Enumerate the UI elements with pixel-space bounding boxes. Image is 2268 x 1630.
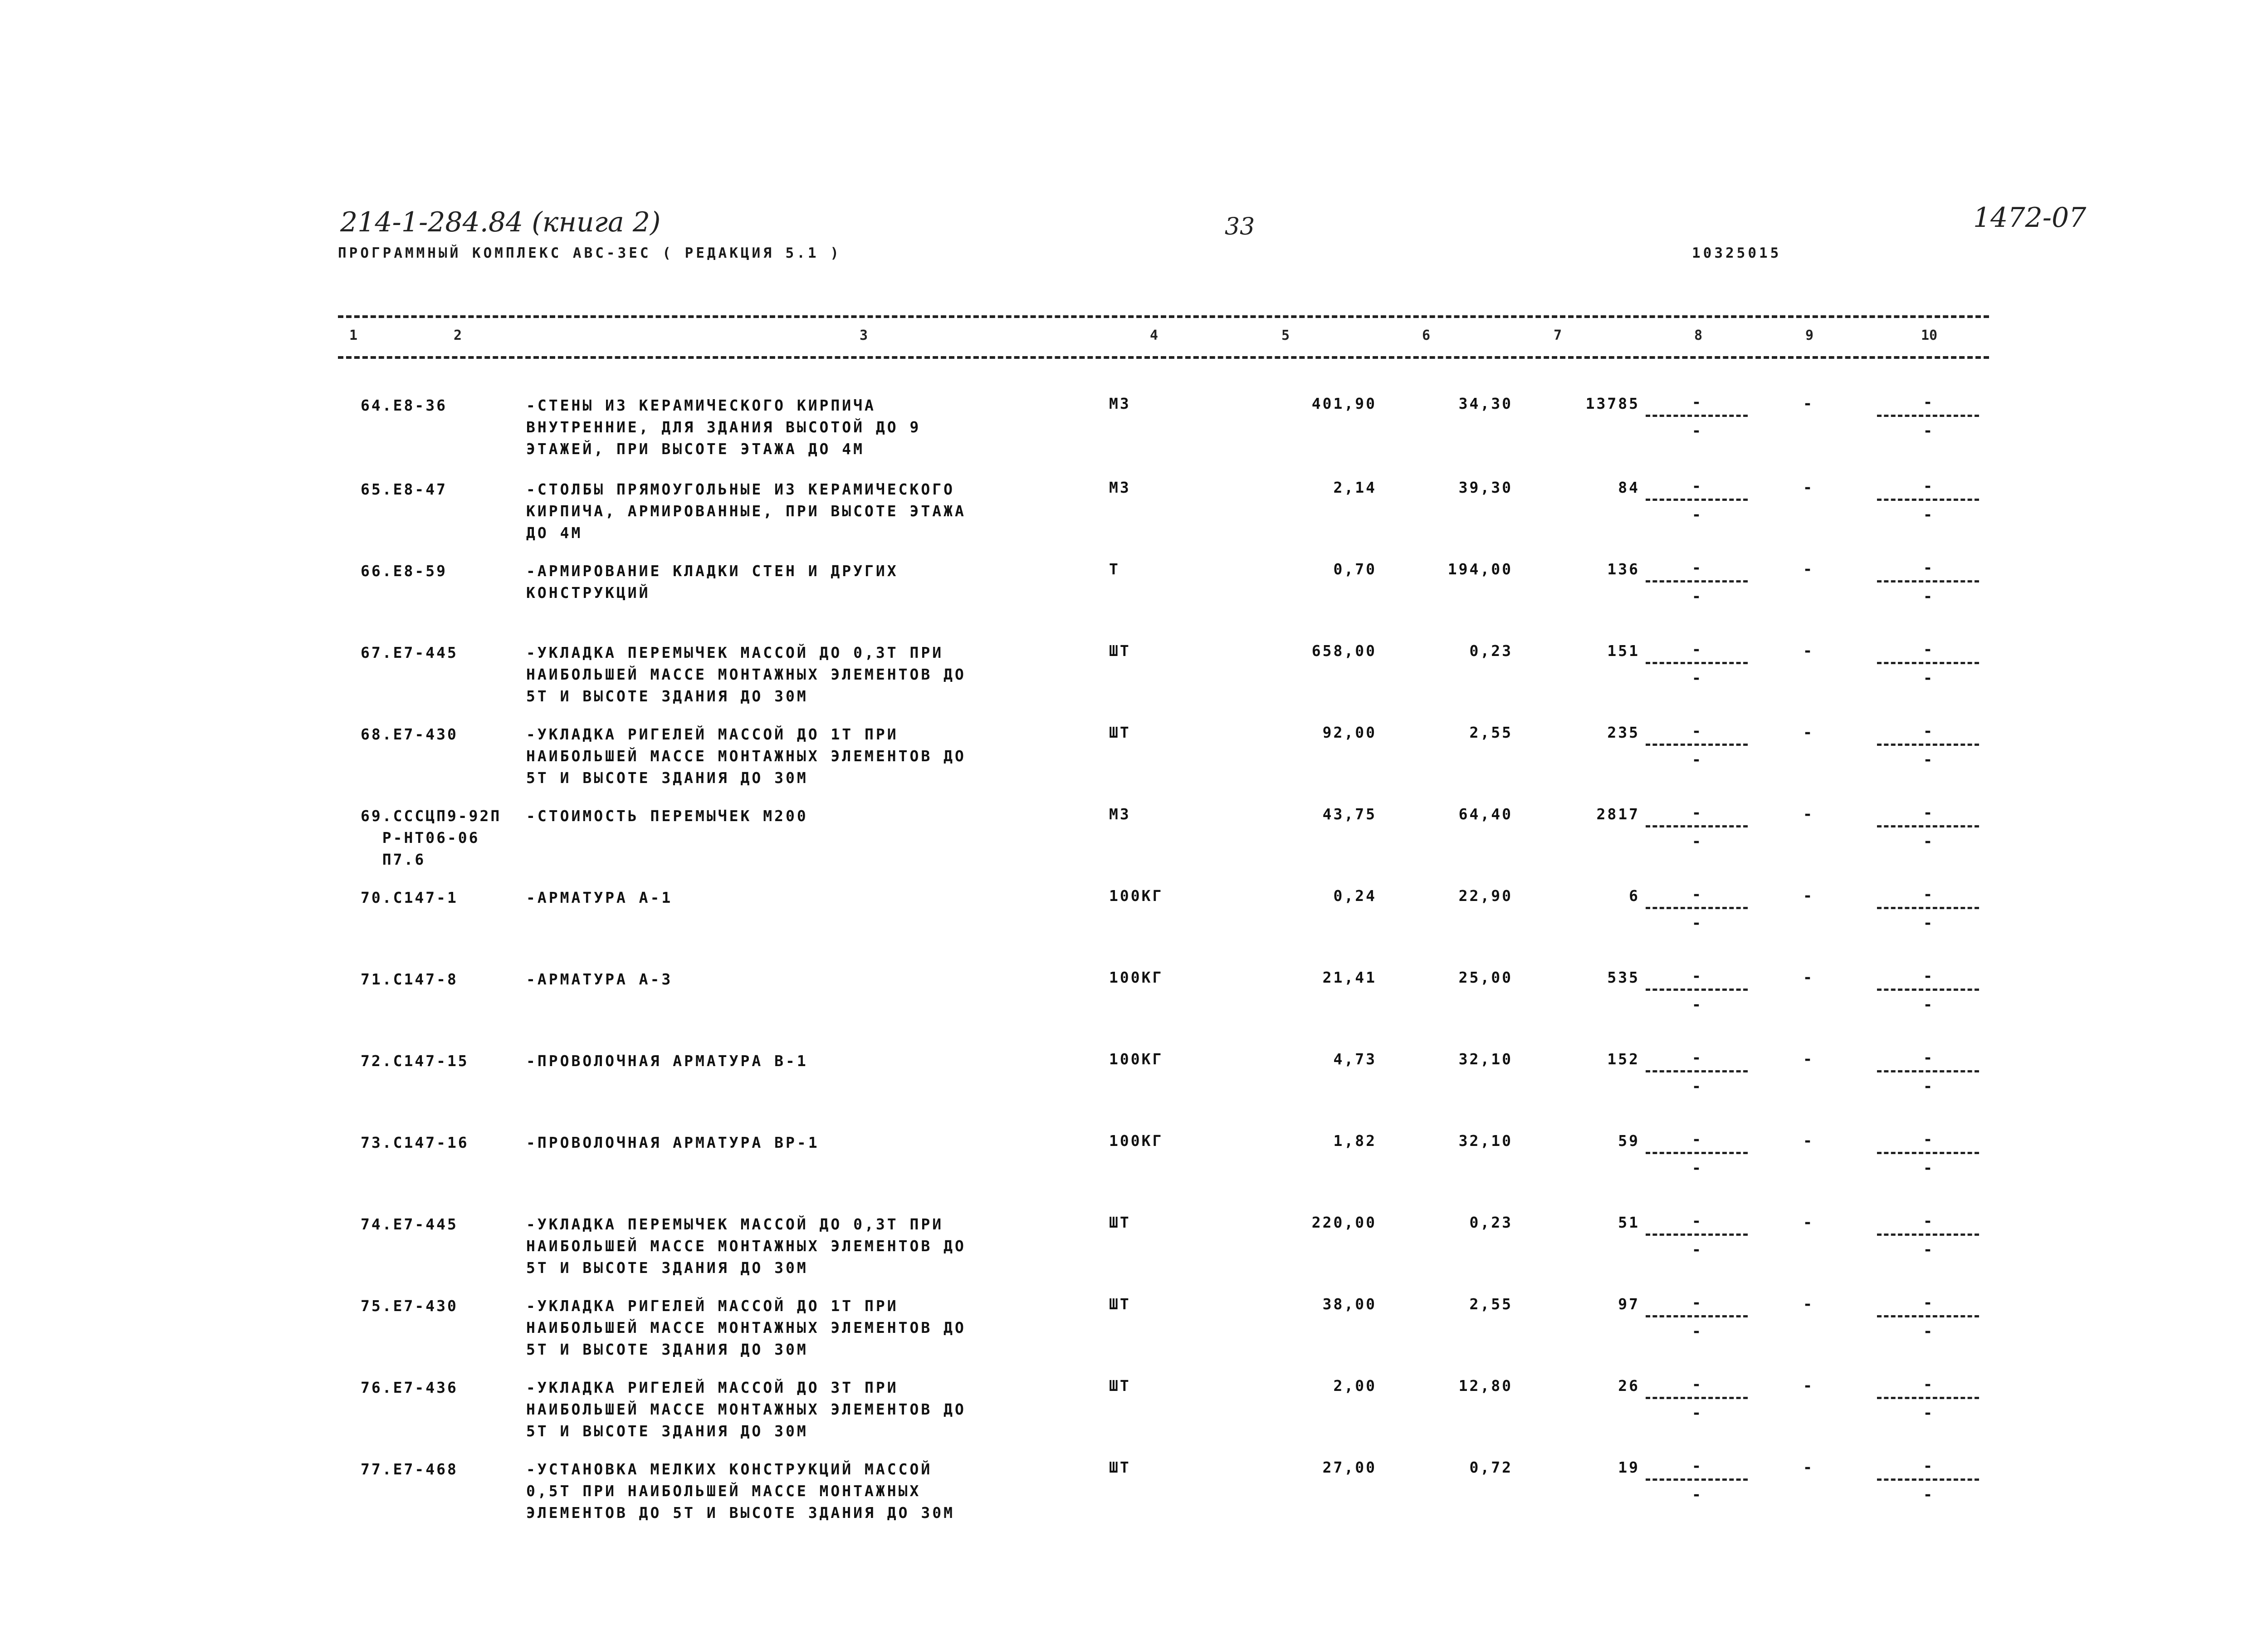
column-10-value: [1876, 1295, 1980, 1339]
column-number: 4: [1150, 328, 1158, 343]
column-8-value-bottom: -: [1691, 587, 1701, 606]
column-10-value-rule: [1877, 1315, 1979, 1317]
column-10-value-bottom: -: [1923, 587, 1933, 606]
column-8-value: [1644, 724, 1749, 768]
item-total: 19: [1618, 1459, 1640, 1476]
item-description: [526, 969, 1030, 990]
item-unit: ШТ: [1109, 724, 1131, 741]
column-8-value: [1644, 1050, 1749, 1094]
column-8-value-bottom: -: [1691, 832, 1701, 851]
item-description: [526, 1377, 1030, 1442]
column-8-value-bottom: -: [1691, 422, 1701, 440]
item-description: [526, 642, 1030, 707]
column-10-value-bottom: -: [1923, 1077, 1933, 1096]
column-10-value-top: -: [1923, 559, 1933, 577]
column-10-value: [1876, 1050, 1980, 1094]
column-number: 2: [454, 328, 462, 343]
item-description-line: 5Т И ВЫСОТЕ ЗДАНИЯ ДО 30М: [526, 1422, 808, 1440]
item-code: 64.Е8-36: [361, 396, 447, 414]
column-8-value-rule: [1646, 1478, 1748, 1481]
item-unit-price: 25,00: [1458, 969, 1513, 986]
column-10-value: [1876, 1132, 1980, 1176]
column-10-value: [1876, 805, 1980, 849]
column-10-value-bottom: -: [1923, 1404, 1933, 1422]
item-description: [526, 1459, 1030, 1524]
item-code: 75.Е7-430: [361, 1297, 458, 1315]
column-10-value: [1876, 724, 1980, 768]
item-code: 65.Е8-47: [361, 480, 447, 498]
column-8-value: [1644, 642, 1749, 686]
column-10-value-top: -: [1923, 477, 1933, 495]
item-code: 66.Е8-59: [361, 562, 447, 580]
item-quantity: 27,00: [1322, 1459, 1377, 1476]
item-description-line: КИРПИЧА, АРМИРОВАННЫЕ, ПРИ ВЫСОТЕ ЭТАЖА: [526, 502, 966, 520]
column-9-value: -: [1803, 395, 1813, 413]
item-description-line: НАИБОЛЬШЕЙ МАССЕ МОНТАЖНЫХ ЭЛЕМЕНТОВ ДО: [526, 747, 966, 765]
column-8-value-top: -: [1691, 1457, 1701, 1475]
item-quantity: 658,00: [1311, 642, 1377, 660]
column-8-value-top: -: [1691, 967, 1701, 985]
column-8-value-bottom: -: [1691, 1159, 1701, 1177]
item-description: [526, 1132, 1030, 1154]
column-9-value: -: [1803, 1132, 1813, 1150]
item-description-line: -СТЕНЫ ИЗ КЕРАМИЧЕСКОГО КИРПИЧА: [526, 396, 876, 414]
item-description-line: 5Т И ВЫСОТЕ ЗДАНИЯ ДО 30М: [526, 769, 808, 787]
column-8-value-top: -: [1691, 1294, 1701, 1312]
item-total: 84: [1618, 479, 1640, 496]
page-number: 33: [1225, 213, 1255, 240]
item-unit-price: 2,55: [1469, 1295, 1513, 1313]
item-quantity: 21,41: [1322, 969, 1377, 986]
column-10-value: [1876, 1214, 1980, 1258]
item-description: [526, 1295, 1030, 1361]
column-9-value: -: [1803, 560, 1813, 578]
item-unit: ШТ: [1109, 1295, 1131, 1313]
item-unit-price: 22,90: [1458, 887, 1513, 905]
item-description-line: -СТОЛБЫ ПРЯМОУГОЛЬНЫЕ ИЗ КЕРАМИЧЕСКОГО: [526, 480, 955, 498]
column-8-value-top: -: [1691, 722, 1701, 740]
item-description-line: -СТОИМОСТЬ ПЕРЕМЫЧЕК М200: [526, 807, 808, 825]
column-10-value-bottom: -: [1923, 1159, 1933, 1177]
item-unit: М3: [1109, 479, 1131, 496]
column-9-value: -: [1803, 724, 1813, 742]
item-total: 136: [1607, 560, 1640, 578]
item-code: 67.Е7-445: [361, 644, 458, 661]
item-description-line: ЭТАЖЕЙ, ПРИ ВЫСОТЕ ЭТАЖА ДО 4М: [526, 440, 865, 458]
column-8-value-bottom: -: [1691, 1486, 1701, 1504]
column-10-value-top: -: [1923, 722, 1933, 740]
item-quantity: 401,90: [1311, 395, 1377, 412]
item-unit-price: 64,40: [1458, 805, 1513, 823]
column-10-value-bottom: -: [1923, 506, 1933, 524]
item-quantity: 220,00: [1311, 1214, 1377, 1231]
item-total: 152: [1607, 1050, 1640, 1068]
item-total: 535: [1607, 969, 1640, 986]
column-8-value-rule: [1646, 744, 1748, 746]
column-8-value-bottom: -: [1691, 996, 1701, 1014]
column-10-value-top: -: [1923, 1294, 1933, 1312]
item-unit: М3: [1109, 805, 1131, 823]
column-8-value-rule: [1646, 1234, 1748, 1236]
column-10-value-top: -: [1923, 1049, 1933, 1067]
column-8-value-bottom: -: [1691, 1077, 1701, 1096]
column-8-value-top: -: [1691, 1049, 1701, 1067]
column-9-value: -: [1803, 1050, 1813, 1068]
item-description-line: НАИБОЛЬШЕЙ МАССЕ МОНТАЖНЫХ ЭЛЕМЕНТОВ ДО: [526, 666, 966, 683]
column-number-row: [338, 328, 1989, 348]
item-description-line: -ПРОВОЛОЧНАЯ АРМАТУРА ВР-1: [526, 1134, 820, 1151]
item-unit: ШТ: [1109, 1459, 1131, 1476]
item-total: 2817: [1596, 805, 1640, 823]
item-unit-price: 34,30: [1458, 395, 1513, 412]
item-total: 51: [1618, 1214, 1640, 1231]
item-total: 97: [1618, 1295, 1640, 1313]
column-8-value: [1644, 1132, 1749, 1176]
column-8-value-rule: [1646, 1397, 1748, 1399]
item-description-line: -УКЛАДКА РИГЕЛЕЙ МАССОЙ ДО 3Т ПРИ: [526, 1379, 899, 1396]
column-8-value: [1644, 805, 1749, 849]
column-10-value: [1876, 969, 1980, 1013]
item-description-line: 5Т И ВЫСОТЕ ЗДАНИЯ ДО 30М: [526, 687, 808, 705]
column-8-value: [1644, 560, 1749, 604]
column-10-value-rule: [1877, 580, 1979, 582]
column-8-value-rule: [1646, 825, 1748, 827]
column-10-value-bottom: -: [1923, 1322, 1933, 1341]
item-quantity: 1,82: [1333, 1132, 1377, 1150]
column-10-value: [1876, 1377, 1980, 1421]
column-10-value-top: -: [1923, 1375, 1933, 1394]
item-description-line: -АРМАТУРА А-1: [526, 889, 673, 906]
column-number: 10: [1921, 328, 1938, 343]
item-total: 235: [1607, 724, 1640, 741]
column-10-value-bottom: -: [1923, 422, 1933, 440]
column-10-value-rule: [1877, 1397, 1979, 1399]
item-code: 70.С147-1: [361, 889, 458, 906]
column-9-value: -: [1803, 1214, 1813, 1232]
item-quantity: 2,14: [1333, 479, 1377, 496]
item-description: [526, 479, 1030, 544]
item-description-line: НАИБОЛЬШЕЙ МАССЕ МОНТАЖНЫХ ЭЛЕМЕНТОВ ДО: [526, 1400, 966, 1418]
item-unit-price: 0,72: [1469, 1459, 1513, 1476]
item-description-line: -АРМИРОВАНИЕ КЛАДКИ СТЕН И ДРУГИХ: [526, 562, 899, 580]
item-unit: ШТ: [1109, 642, 1131, 660]
column-8-value-bottom: -: [1691, 914, 1701, 932]
item-code: 77.Е7-468: [361, 1460, 458, 1478]
table-header-rule: [338, 356, 1989, 359]
column-9-value: -: [1803, 1377, 1813, 1395]
column-8-value-rule: [1646, 662, 1748, 664]
column-10-value: [1876, 560, 1980, 604]
column-10-value-top: -: [1923, 804, 1933, 822]
column-8-value: [1644, 969, 1749, 1013]
item-quantity: 38,00: [1322, 1295, 1377, 1313]
item-quantity: 92,00: [1322, 724, 1377, 741]
item-code: 72.С147-15: [361, 1052, 469, 1070]
item-description-line: -УКЛАДКА РИГЕЛЕЙ МАССОЙ ДО 1Т ПРИ: [526, 725, 899, 743]
column-9-value: -: [1803, 479, 1813, 497]
item-quantity: 43,75: [1322, 805, 1377, 823]
item-description-line: -УКЛАДКА ПЕРЕМЫЧЕК МАССОЙ ДО 0,3Т ПРИ: [526, 1215, 944, 1233]
column-10-value-bottom: -: [1923, 996, 1933, 1014]
item-description-line: ЭЛЕМЕНТОВ ДО 5Т И ВЫСОТЕ ЗДАНИЯ ДО 30М: [526, 1504, 955, 1522]
column-8-value: [1644, 1295, 1749, 1339]
item-unit-price: 194,00: [1447, 560, 1513, 578]
item-unit-price: 0,23: [1469, 1214, 1513, 1231]
column-8-value-bottom: -: [1691, 751, 1701, 769]
column-9-value: -: [1803, 642, 1813, 660]
column-8-value: [1644, 887, 1749, 931]
column-10-value-rule: [1877, 989, 1979, 991]
column-10-value: [1876, 479, 1980, 523]
item-unit-price: 39,30: [1458, 479, 1513, 496]
item-description-line: -ПРОВОЛОЧНАЯ АРМАТУРА В-1: [526, 1052, 808, 1070]
column-10-value-bottom: -: [1923, 1241, 1933, 1259]
column-10-value-top: -: [1923, 393, 1933, 411]
item-description: [526, 724, 1030, 789]
item-description: [526, 1050, 1030, 1072]
column-10-value-rule: [1877, 415, 1979, 417]
column-10-value-rule: [1877, 1478, 1979, 1481]
column-10-value: [1876, 1459, 1980, 1503]
column-8-value-top: -: [1691, 559, 1701, 577]
column-8-value-rule: [1646, 907, 1748, 909]
item-description: [526, 560, 1030, 604]
column-8-value-top: -: [1691, 477, 1701, 495]
column-10-value-bottom: -: [1923, 832, 1933, 851]
column-10-value: [1876, 395, 1980, 439]
item-total: 13785: [1585, 395, 1640, 412]
column-8-value-top: -: [1691, 1212, 1701, 1230]
column-8-value-top: -: [1691, 641, 1701, 659]
column-8-value-rule: [1646, 415, 1748, 417]
column-8-value: [1644, 1459, 1749, 1503]
item-total: 151: [1607, 642, 1640, 660]
item-unit-price: 0,23: [1469, 642, 1513, 660]
item-description-line: -АРМАТУРА А-3: [526, 970, 673, 988]
column-number: 8: [1694, 328, 1703, 343]
column-10-value-top: -: [1923, 1131, 1933, 1149]
column-8-value-bottom: -: [1691, 506, 1701, 524]
column-8-value-top: -: [1691, 804, 1701, 822]
column-8-value-bottom: -: [1691, 1404, 1701, 1422]
item-description-line: -УКЛАДКА ПЕРЕМЫЧЕК МАССОЙ ДО 0,3Т ПРИ: [526, 644, 944, 661]
item-description: [526, 395, 1030, 460]
item-total: 59: [1618, 1132, 1640, 1150]
item-description: [526, 805, 1030, 827]
item-unit: 100КГ: [1109, 887, 1163, 905]
item-unit: ШТ: [1109, 1377, 1131, 1395]
item-description-line: 5Т И ВЫСОТЕ ЗДАНИЯ ДО 30М: [526, 1259, 808, 1277]
item-code: 76.Е7-436: [361, 1379, 458, 1396]
item-description-line: НАИБОЛЬШЕЙ МАССЕ МОНТАЖНЫХ ЭЛЕМЕНТОВ ДО: [526, 1319, 966, 1336]
item-total: 6: [1629, 887, 1640, 905]
item-code: 68.Е7-430: [361, 725, 458, 743]
column-8-value-bottom: -: [1691, 1241, 1701, 1259]
item-code: 71.С147-8: [361, 970, 458, 988]
column-9-value: -: [1803, 1295, 1813, 1313]
column-10-value-top: -: [1923, 641, 1933, 659]
column-8-value-rule: [1646, 1070, 1748, 1072]
column-10-value-bottom: -: [1923, 1486, 1933, 1504]
item-quantity: 2,00: [1333, 1377, 1377, 1395]
column-10-value-rule: [1877, 825, 1979, 827]
item-description-line: КОНСТРУКЦИЙ: [526, 584, 650, 602]
column-9-value: -: [1803, 1459, 1813, 1477]
column-10-value-rule: [1877, 1152, 1979, 1154]
item-description-line: НАИБОЛЬШЕЙ МАССЕ МОНТАЖНЫХ ЭЛЕМЕНТОВ ДО: [526, 1237, 966, 1255]
column-number: 6: [1422, 328, 1431, 343]
document-code: 10325015: [1692, 245, 1782, 261]
column-10-value-rule: [1877, 662, 1979, 664]
column-8-value-bottom: -: [1691, 1322, 1701, 1341]
column-10-value: [1876, 642, 1980, 686]
column-10-value-top: -: [1923, 1457, 1933, 1475]
column-10-value-bottom: -: [1923, 914, 1933, 932]
item-unit-price: 32,10: [1458, 1050, 1513, 1068]
column-10-value-rule: [1877, 1234, 1979, 1236]
item-quantity: 0,24: [1333, 887, 1377, 905]
column-8-value-top: -: [1691, 1131, 1701, 1149]
item-quantity: 4,73: [1333, 1050, 1377, 1068]
column-8-value: [1644, 1214, 1749, 1258]
item-description-line: ВНУТРЕННИЕ, ДЛЯ ЗДАНИЯ ВЫСОТОЙ ДО 9: [526, 418, 921, 436]
handwritten-document-number: 214-1-284.84 (книга 2): [340, 206, 661, 238]
column-9-value: -: [1803, 805, 1813, 823]
item-unit: Т: [1109, 560, 1120, 578]
handwritten-sheet-number: 1472-07: [1973, 202, 2087, 234]
column-number: 3: [860, 328, 868, 343]
item-code: 74.Е7-445: [361, 1215, 458, 1233]
column-8-value-rule: [1646, 1315, 1748, 1317]
item-unit-price: 12,80: [1458, 1377, 1513, 1395]
column-8-value: [1644, 395, 1749, 439]
item-description-line: -УСТАНОВКА МЕЛКИХ КОНСТРУКЦИЙ МАССОЙ: [526, 1460, 933, 1478]
item-description-line: ДО 4М: [526, 524, 583, 542]
column-9-value: -: [1803, 969, 1813, 987]
column-8-value-rule: [1646, 580, 1748, 582]
item-code: 69.СССЦП9-92П Р-НТ06-06 П7.6: [361, 807, 502, 868]
column-8-value-rule: [1646, 1152, 1748, 1154]
item-description: [526, 1214, 1030, 1279]
column-8-value-top: -: [1691, 1375, 1701, 1394]
column-8-value-rule: [1646, 989, 1748, 991]
column-8-value: [1644, 479, 1749, 523]
item-unit: М3: [1109, 395, 1131, 412]
column-10-value-rule: [1877, 744, 1979, 746]
column-number: 9: [1805, 328, 1814, 343]
column-9-value: -: [1803, 887, 1813, 905]
item-unit: 100КГ: [1109, 969, 1163, 986]
item-description-line: 5Т И ВЫСОТЕ ЗДАНИЯ ДО 30М: [526, 1341, 808, 1358]
item-description-line: -УКЛАДКА РИГЕЛЕЙ МАССОЙ ДО 1Т ПРИ: [526, 1297, 899, 1315]
column-number: 7: [1554, 328, 1562, 343]
item-quantity: 0,70: [1333, 560, 1377, 578]
item-description: [526, 887, 1030, 909]
column-10-value-top: -: [1923, 886, 1933, 904]
column-8-value-top: -: [1691, 886, 1701, 904]
item-unit: 100КГ: [1109, 1050, 1163, 1068]
column-number: 1: [349, 328, 358, 343]
column-10-value-rule: [1877, 907, 1979, 909]
column-10-value-rule: [1877, 1070, 1979, 1072]
column-10-value-top: -: [1923, 967, 1933, 985]
column-8-value: [1644, 1377, 1749, 1421]
column-8-value-bottom: -: [1691, 669, 1701, 687]
column-8-value-rule: [1646, 499, 1748, 501]
column-10-value-top: -: [1923, 1212, 1933, 1230]
item-unit: 100КГ: [1109, 1132, 1163, 1150]
item-total: 26: [1618, 1377, 1640, 1395]
column-10-value: [1876, 887, 1980, 931]
item-unit: ШТ: [1109, 1214, 1131, 1231]
column-10-value-rule: [1877, 499, 1979, 501]
column-number: 5: [1281, 328, 1290, 343]
column-8-value-top: -: [1691, 393, 1701, 411]
item-unit-price: 32,10: [1458, 1132, 1513, 1150]
item-unit-price: 2,55: [1469, 724, 1513, 741]
table-top-rule: [338, 315, 1989, 318]
program-line: ПРОГРАММНЫЙ КОМПЛЕКС АВС-ЗЕС ( РЕДАКЦИЯ 5.1 ): [338, 245, 841, 261]
item-description-line: 0,5Т ПРИ НАИБОЛЬШЕЙ МАССЕ МОНТАЖНЫХ: [526, 1482, 921, 1500]
column-10-value-bottom: -: [1923, 669, 1933, 687]
column-10-value-bottom: -: [1923, 751, 1933, 769]
item-code: 73.С147-16: [361, 1134, 469, 1151]
